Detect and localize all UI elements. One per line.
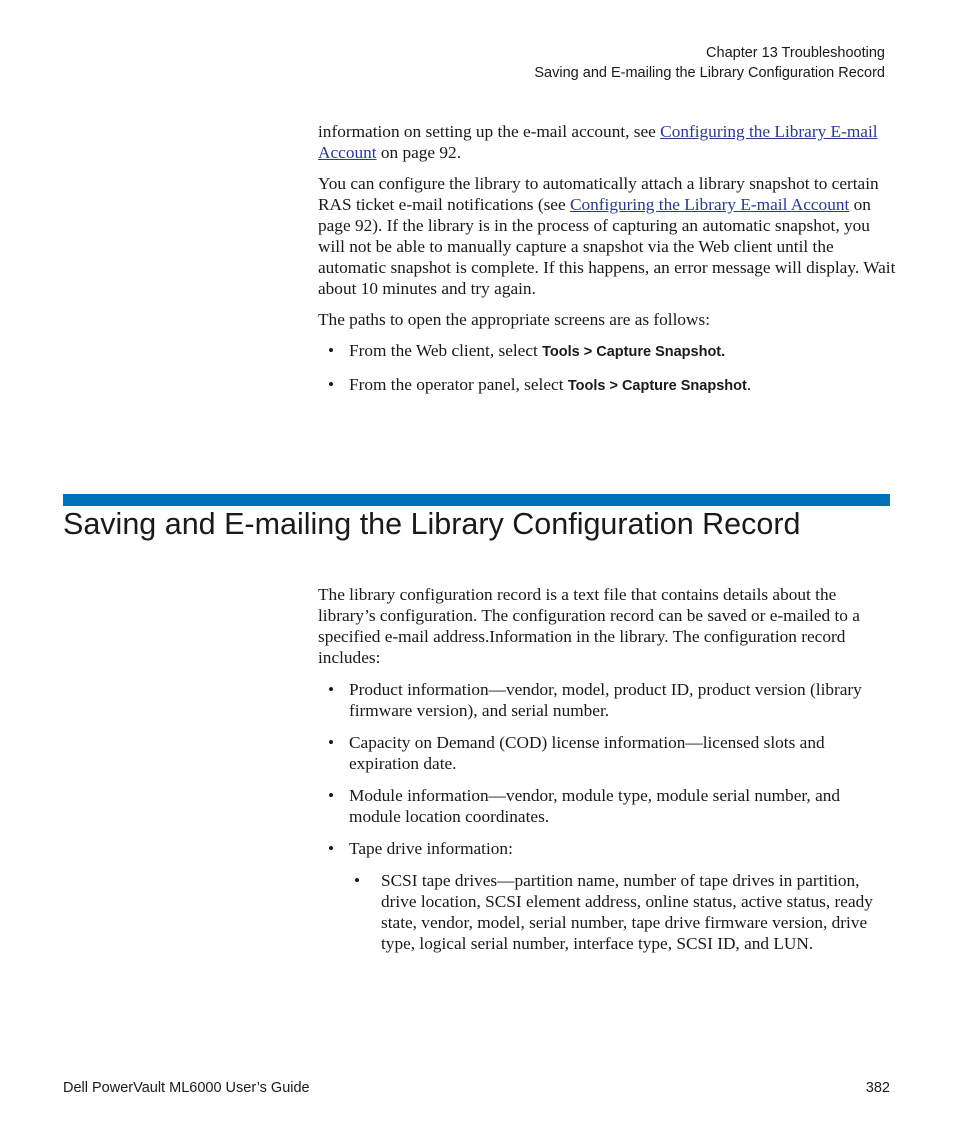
- bullet-icon: •: [328, 680, 335, 699]
- bullet-icon: •: [328, 341, 335, 360]
- running-header: [534, 43, 885, 83]
- ui-path: Tools > Capture Snapshot.: [542, 344, 726, 360]
- footer-page-number: 382: [865, 1080, 890, 1096]
- bullet-icon: •: [328, 733, 335, 752]
- top-content: [318, 121, 898, 408]
- bullet-icon: •: [328, 786, 335, 805]
- paragraph: information on setting up the e-mail account, see Configuring the Library E-mail Account on page 92.: [318, 122, 878, 162]
- paragraph: The paths to open the appropriate screens are as follows:: [318, 310, 711, 329]
- record-contents-list: [318, 679, 890, 954]
- paragraph: The library configuration record is a text file that contains details about the library’s configuration. The configuration record can be saved or e-mailed to a specified e-mail address.Information in the library. The configuration record includes:: [318, 585, 860, 667]
- path-list: [318, 340, 898, 397]
- link-configuring-email-account[interactable]: Configuring the Library E-mail Account: [318, 122, 878, 162]
- list-item: • Tape drive information: • SCSI tape drives—partition name, number of tape drives in partition, drive location, SCSI element address, online status, active status, ready state, vendor, model, serial number, tape drive firmware version, drive type, logical serial number, interface type, SCSI ID, and LUN.: [318, 838, 890, 954]
- section-heading: Saving and E-mailing the Library Configuration Record: [63, 507, 801, 541]
- list-item: • From the operator panel, select Tools > Capture Snapshot.: [328, 375, 752, 394]
- header-chapter: Chapter 13 Troubleshooting: [706, 45, 885, 61]
- section-content: [318, 584, 890, 965]
- list-item: • From the Web client, select Tools > Capture Snapshot.: [328, 341, 726, 360]
- list-item: • Capacity on Demand (COD) license information—licensed slots and expiration date.: [328, 733, 825, 773]
- sub-list-item: • SCSI tape drives—partition name, number of tape drives in partition, drive location, SCSI element address, online status, active status, ready state, vendor, model, serial number, tape drive firmware version, drive type, logical serial number, interface type, SCSI ID, and LUN.: [354, 871, 873, 953]
- bullet-icon: •: [328, 839, 335, 858]
- sub-list: [349, 870, 890, 954]
- footer-guide-title: Dell PowerVault ML6000 User’s Guide: [63, 1080, 310, 1096]
- list-item: • Module information—vendor, module type, module serial number, and module location coordinates.: [328, 786, 841, 826]
- bullet-icon: •: [328, 375, 335, 394]
- bullet-icon: •: [354, 871, 361, 890]
- ui-path: Tools > Capture Snapshot: [567, 378, 747, 394]
- paragraph: You can configure the library to automatically attach a library snapshot to certain RAS ticket e-mail notifications (see Configuring the Library E-mail Account on page 92). If the library is in the process of capturing an automatic snapshot, you will not be able to manually capture a snapshot via the Web client until the automatic snapshot is complete. If this happens, an error message will display. Wait about 10 minutes and try again.: [318, 174, 896, 298]
- header-section: Saving and E-mailing the Library Configuration Record: [534, 65, 885, 81]
- list-item: • Product information—vendor, model, product ID, product version (library firmware version), and serial number.: [328, 680, 862, 720]
- link-configuring-email-account[interactable]: Configuring the Library E-mail Account: [569, 195, 850, 214]
